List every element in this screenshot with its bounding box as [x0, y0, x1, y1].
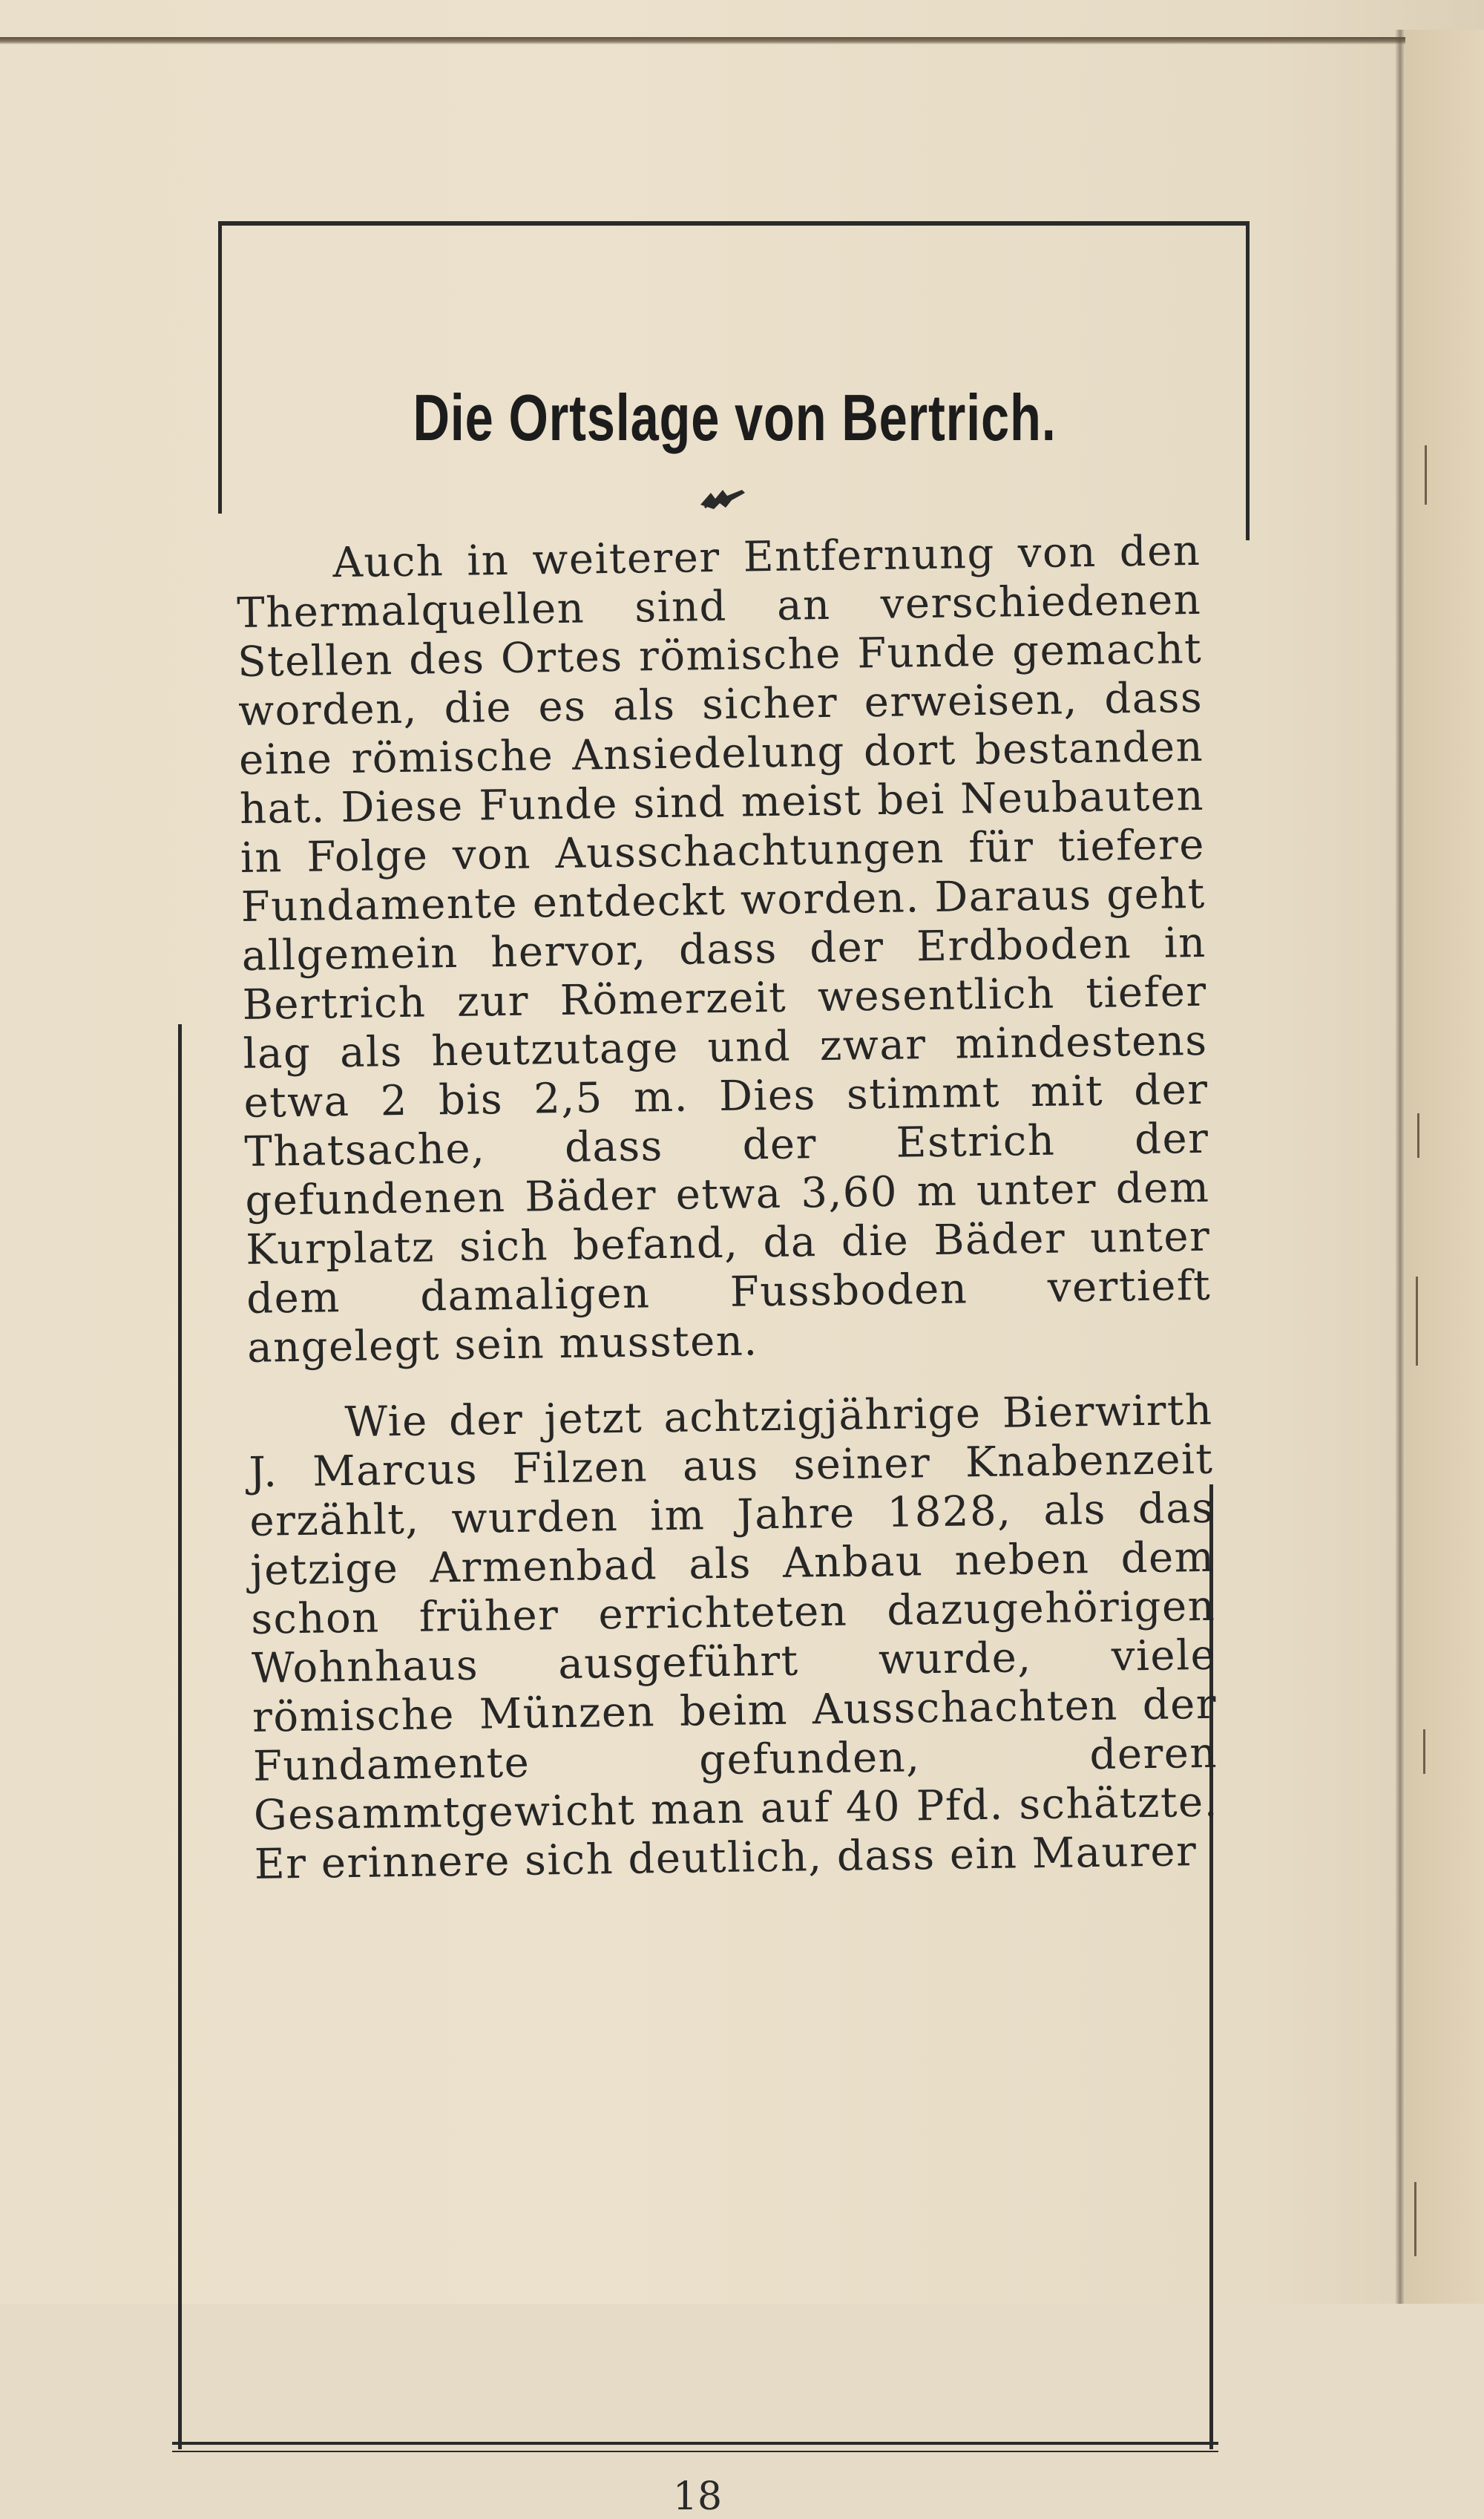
spine-fold: [1395, 30, 1405, 2304]
frame-rule-top: [218, 221, 1250, 226]
frame-rule-bottom: [172, 2442, 1218, 2452]
frame-rule-right: [1246, 221, 1250, 540]
facing-page-marks: [1410, 45, 1439, 2264]
frame-rule-left-lower: [178, 1024, 182, 2449]
top-page-edge: [0, 37, 1410, 45]
margin-mark: [1414, 2182, 1416, 2256]
paragraph: Wie der jetzt achtzigjährige Bierwirth J. Marcus Filzen aus seiner Knabenzeit erzählt, wurden im Jahre 1828, als das jetzige Armenbad als Anbau neben dem schon früher errichteten dazugehörigen Wohnhaus ausgeführt wurde, viele römische Münzen beim Ausschachten der Fundamente gefunden, deren Gesammtgewicht man auf 40 Pfd. schätzte. Er erinnere sich deutlich, dass ein Maurer: [249, 1386, 1219, 1889]
margin-mark: [1425, 445, 1427, 505]
paragraph: Auch in weiterer Entfernung von den Thermalquellen sind an verschiedenen Stellen des Ortes römische Funde gemacht worden, die es als sicher erweisen, dass eine römische Ansiedelung dort bestanden hat. Diese Funde sind meist bei Neubauten in Folge von Ausschachtungen für tiefere Fundamente entdeckt worden. Daraus geht allgemein hervor, dass der Erdboden in Bertrich zur Römerzeit wesentlich tiefer lag als heutzutage und zwar mindestens etwa 2 bis 2,5 m. Dies stimmt mit der Thatsache, dass der Estrich der gefundenen Bäder etwa 3,60 m unter dem Kurplatz sich befand, da die Bäder unter dem damaligen Fussboden vertieft angelegt sein mussten.: [236, 526, 1212, 1372]
frame-rule-left: [218, 221, 222, 514]
body-text: [236, 527, 1219, 1890]
pointing-hand-ornament-icon: [697, 482, 749, 512]
margin-mark: [1423, 1729, 1425, 1774]
page-number: 18: [672, 2474, 723, 2519]
margin-mark: [1417, 1113, 1419, 1158]
margin-mark: [1416, 1277, 1418, 1366]
page-title: Die Ortslage von Bertrich.: [413, 381, 1057, 454]
